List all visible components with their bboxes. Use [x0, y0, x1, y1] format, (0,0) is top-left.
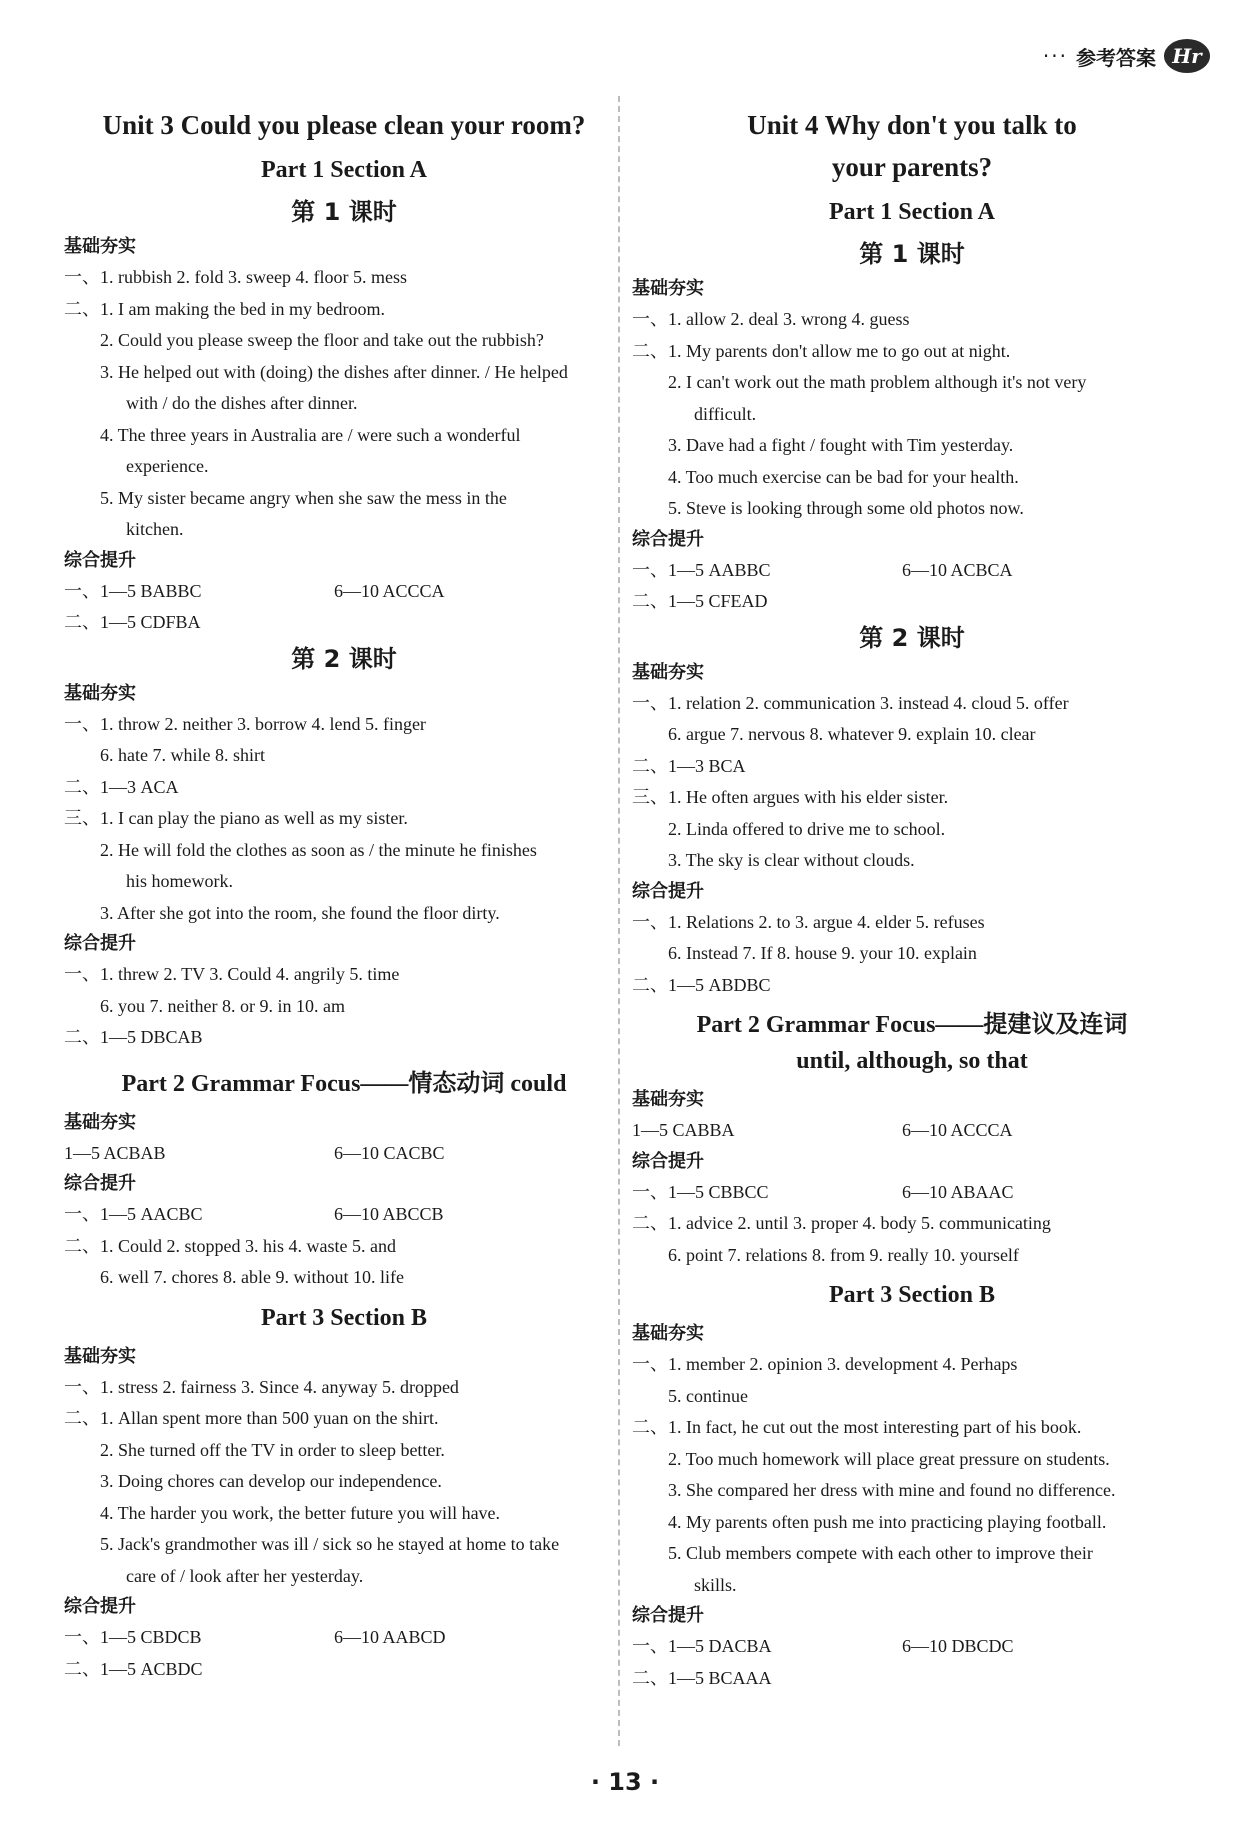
section-label: 综合提升: [632, 1150, 704, 1172]
brand-logo-icon: Hr: [1164, 39, 1210, 73]
answer-line: 三、1. I can play the piano as well as my sister.: [64, 808, 408, 828]
answer-line: skills.: [694, 1574, 737, 1595]
left-column: [64, 100, 624, 1685]
section-label: 基础夯实: [632, 1323, 704, 1344]
answer-line: [64, 1199, 624, 1231]
answer-line: 二、1—5 ABDBC: [632, 974, 771, 995]
answer-line: care of / look after her yesterday.: [126, 1565, 364, 1586]
answer-line: 二、1. I am making the bed in my bedroom.: [64, 298, 385, 319]
section-label: 基础夯实: [632, 661, 704, 683]
section-label: 综合提升: [64, 1596, 136, 1617]
answer-line: [632, 1115, 1192, 1147]
answer-line: 一、1. stress 2. fairness 3. Since 4. anyway 5. dropped: [64, 1376, 459, 1397]
answer-line: 二、1—5 CFEAD: [632, 591, 768, 611]
header-label: 参考答案: [1076, 45, 1156, 70]
answer-line: 一、1. Relations 2. to 3. argue 4. elder 5. refuses: [632, 911, 985, 932]
answer-line: 二、1. In fact, he cut out the most interesting part of his book.: [632, 1417, 1082, 1437]
answer-group: 一、1—5 CBDCB: [64, 1627, 202, 1647]
answer-line: 3. Doing chores can develop our independence.: [100, 1471, 442, 1491]
answer-line: 5. Steve is looking through some old photos now.: [668, 498, 1024, 518]
section-label: 基础夯实: [64, 1345, 136, 1367]
answer-group: 一、1—5 BABBC: [64, 580, 202, 601]
answer-line: 2. She turned off the TV in order to sleep better.: [100, 1439, 445, 1460]
answer-line: 5. Club members compete with each other to improve their: [668, 1543, 1093, 1563]
answer-group: 6—10 ACCCA: [334, 580, 445, 601]
answer-line: [632, 555, 1192, 587]
part-title: Part 3 Section B: [261, 1304, 427, 1331]
page-number: · 13 ·: [590, 1768, 660, 1796]
answer-line: 2. He will fold the clothes as soon as / the minute he finishes: [100, 839, 537, 860]
answer-line: 3. Dave had a fight / fought with Tim yesterday.: [668, 435, 1014, 455]
answer-line: 3. He helped out with (doing) the dishes after dinner. / He helped: [100, 361, 568, 382]
section-label: 基础夯实: [632, 1089, 704, 1110]
answer-group: 6—10 ACBCA: [902, 559, 1013, 580]
section-label: 基础夯实: [64, 236, 136, 257]
unit-title: Unit 4 Why don't you talk to: [747, 110, 1077, 140]
section-label: 综合提升: [64, 933, 136, 954]
lesson-title: 第 1 课时: [859, 240, 965, 268]
answer-group: 一、1—5 AABBC: [632, 559, 771, 580]
lesson-title: 第 2 课时: [859, 623, 965, 652]
answer-line: 5. My sister became angry when she saw the mess in the: [100, 487, 507, 508]
part-title: Part 3 Section B: [829, 1282, 995, 1308]
unit-title: Unit 3 Could you please clean your room?: [102, 110, 586, 140]
section-label: 基础夯实: [64, 1111, 136, 1133]
answer-line: 6. point 7. relations 8. from 9. really 10. yourself: [668, 1244, 1019, 1265]
part-title: Part 2 Grammar Focus——情态动词 could: [121, 1070, 567, 1097]
answer-line: 一、1. relation 2. communication 3. instead 4. cloud 5. offer: [632, 692, 1069, 713]
answer-line: 6. argue 7. nervous 8. whatever 9. explain 10. clear: [668, 724, 1036, 744]
answer-group: 6—10 ACCCA: [902, 1120, 1013, 1140]
answer-line: 三、1. He often argues with his elder sister.: [632, 787, 949, 807]
lesson-title: 第 2 课时: [291, 644, 397, 673]
part-title: Part 1 Section A: [829, 199, 995, 225]
answer-line: 二、1—5 CDFBA: [64, 612, 201, 632]
answer-group: 1—5 ACBAB: [64, 1142, 166, 1163]
answer-line: 2. Too much homework will place great pressure on students.: [668, 1448, 1110, 1469]
answer-line: 一、1. threw 2. TV 3. Could 4. angrily 5. time: [64, 964, 400, 984]
answer-line: [64, 1622, 624, 1654]
answer-line: 4. Too much exercise can be bad for your health.: [668, 466, 1019, 487]
answer-group: 6—10 ABCCB: [334, 1204, 444, 1224]
answer-line: 一、1. rubbish 2. fold 3. sweep 4. floor 5. mess: [64, 267, 407, 287]
answer-line: kitchen.: [126, 519, 184, 539]
answer-line: 6. Instead 7. If 8. house 9. your 10. explain: [668, 943, 977, 963]
section-label: 基础夯实: [64, 682, 136, 704]
section-label: 综合提升: [632, 1605, 704, 1626]
answer-group: 一、1—5 AACBC: [64, 1204, 203, 1224]
answer-line: 二、1—3 ACA: [64, 776, 179, 797]
answer-line: 二、1. advice 2. until 3. proper 4. body 5. communicating: [632, 1213, 1051, 1233]
answer-line: experience.: [126, 456, 209, 476]
answer-line: 5. continue: [668, 1385, 748, 1406]
answer-group: 一、1—5 DACBA: [632, 1636, 772, 1656]
header-dots: ···: [1042, 44, 1068, 68]
answer-line: 一、1. throw 2. neither 3. borrow 4. lend 5. finger: [64, 713, 426, 734]
answer-line: 二、1—5 DBCAB: [64, 1027, 203, 1047]
answer-line: 二、1—5 ACBDC: [64, 1658, 203, 1679]
answer-line: 2. Could you please sweep the floor and take out the rubbish?: [100, 330, 544, 350]
page-header: [1043, 36, 1210, 76]
answer-group: 6—10 DBCDC: [902, 1636, 1014, 1656]
answer-line: 4. The three years in Australia are / were such a wonderful: [100, 424, 521, 445]
answer-line: 4. My parents often push me into practicing playing football.: [668, 1511, 1107, 1532]
answer-line: 二、1. Allan spent more than 500 yuan on the shirt.: [64, 1408, 439, 1428]
part-title: Part 1 Section A: [261, 157, 427, 183]
answer-line: 3. She compared her dress with mine and found no difference.: [668, 1480, 1116, 1500]
answer-line: 二、1. My parents don't allow me to go out at night.: [632, 340, 1011, 361]
answer-group: 一、1—5 CBBCC: [632, 1181, 769, 1202]
answer-line: [632, 1177, 1192, 1209]
section-label: 综合提升: [64, 1173, 136, 1194]
lesson-title: 第 1 课时: [291, 198, 397, 226]
answer-group: 6—10 AABCD: [334, 1627, 446, 1647]
answer-line: [64, 576, 624, 608]
part-title-line2: until, although, so that: [796, 1048, 1028, 1074]
answer-line: [632, 1631, 1192, 1663]
section-label: 综合提升: [64, 549, 136, 571]
answer-line: 二、1—3 BCA: [632, 755, 746, 776]
answer-line: 一、1. member 2. opinion 3. development 4. Perhaps: [632, 1354, 1018, 1374]
answer-line: 2. Linda offered to drive me to school.: [668, 818, 946, 839]
answer-line: his homework.: [126, 871, 233, 891]
part-title: Part 2 Grammar Focus——提建议及连词: [696, 1012, 1128, 1038]
answer-line: 3. The sky is clear without clouds.: [668, 850, 915, 870]
answer-line: 6. well 7. chores 8. able 9. without 10. life: [100, 1267, 404, 1287]
answer-line: 一、1. allow 2. deal 3. wrong 4. guess: [632, 309, 910, 329]
answer-line: 6. you 7. neither 8. or 9. in 10. am: [100, 995, 345, 1016]
answer-line: 二、1. Could 2. stopped 3. his 4. waste 5. and: [64, 1235, 396, 1256]
answer-line: with / do the dishes after dinner.: [126, 393, 358, 413]
answer-line: 4. The harder you work, the better future you will have.: [100, 1502, 501, 1523]
answer-group: 6—10 CACBC: [334, 1142, 445, 1163]
answer-group: 1—5 CABBA: [632, 1120, 735, 1140]
answer-group: 6—10 ABAAC: [902, 1181, 1014, 1202]
answer-line: 二、1—5 BCAAA: [632, 1667, 772, 1688]
answer-line: [64, 1138, 624, 1170]
answer-line: 3. After she got into the room, she found the floor dirty.: [100, 902, 500, 923]
answer-line: difficult.: [694, 403, 757, 424]
answer-line: 6. hate 7. while 8. shirt: [100, 745, 265, 765]
section-label: 综合提升: [632, 528, 704, 550]
answer-line: 5. Jack's grandmother was ill / sick so he stayed at home to take: [100, 1534, 560, 1554]
right-column: [632, 100, 1192, 1694]
section-label: 基础夯实: [632, 278, 704, 299]
answer-line: 2. I can't work out the math problem although it's not very: [668, 372, 1087, 392]
section-label: 综合提升: [632, 880, 704, 902]
unit-title-line2: your parents?: [831, 152, 993, 182]
